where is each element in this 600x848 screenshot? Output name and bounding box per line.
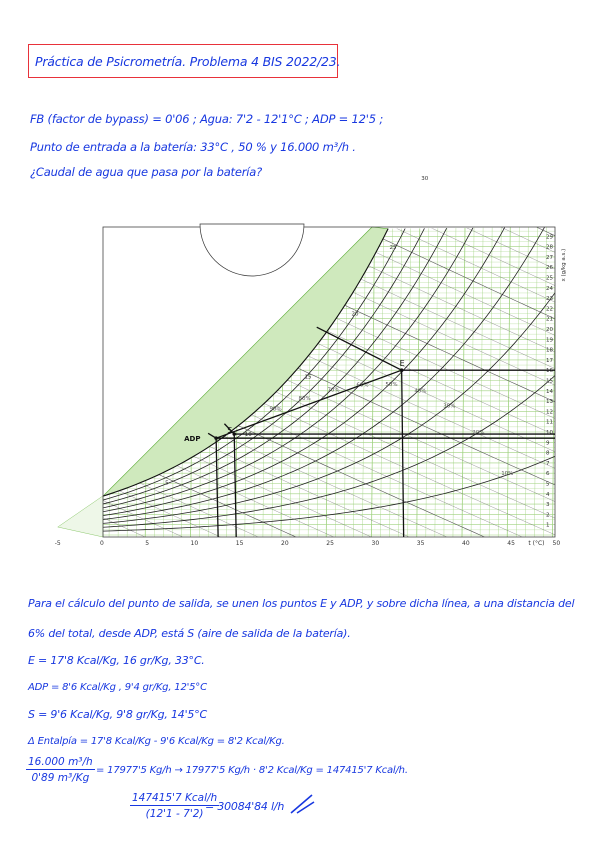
- relative-humidity-label: 80%: [298, 395, 311, 402]
- point-e-values: E = 17'8 Kcal/Kg, 16 gr/Kg, 33°C.: [28, 654, 205, 667]
- solution-paragraph-1: Para el cálculo del punto de salida, se unen los puntos E y ADP, y sobre dicha línea, a una distancia del: [28, 597, 575, 610]
- point-label-adp: ADP: [184, 435, 201, 444]
- relative-humidity-label: 60%: [356, 382, 369, 389]
- mass-flow-denominator: 0'89 m³/Kg: [31, 772, 90, 784]
- humidity-tick-label: 11: [546, 419, 553, 426]
- humidity-tick-label: 3: [546, 502, 550, 509]
- humidity-tick-label: 4: [546, 491, 550, 498]
- temperature-gridline: [462, 227, 465, 537]
- temperature-gridline: [181, 227, 184, 537]
- y-axis-label: x (g/kg a.s.): [561, 248, 567, 282]
- temperature-tick-label: 5: [145, 540, 150, 547]
- temperature-gridline: [127, 227, 130, 537]
- humidity-tick-label: 9: [546, 440, 550, 447]
- water-flow-result: = 30084'84 l/h: [205, 800, 285, 813]
- relative-humidity-label: 50%: [385, 382, 398, 389]
- enthalpy-line: [58, 0, 556, 236]
- relative-humidity-label: 70%: [327, 387, 340, 394]
- temperature-tick-label: 0: [100, 540, 104, 547]
- humidity-tick-label: 15: [546, 378, 553, 385]
- relative-humidity-curve: [103, 0, 556, 500]
- temperature-tick-label: -5: [54, 540, 61, 547]
- statement-line-1: FB (factor de bypass) = 0'06 ; Agua: 7'2 - 12'1°C ; ADP = 12'5 ;: [30, 112, 383, 126]
- temperature-gridline: [136, 227, 139, 537]
- enthalpy-tick-label: 20: [351, 311, 359, 318]
- enthalpy-tick-label: 10: [244, 431, 252, 438]
- enthalpy-line: [58, 47, 556, 286]
- mass-flow-result: = 17977'5 Kg/h → 17977'5 Kg/h · 8'2 Kcal/Kg = 147415'7 Kcal/h.: [96, 765, 408, 776]
- enthalpy-line: [58, 168, 556, 402]
- temperature-tick-label: 10: [190, 540, 199, 547]
- statement-question: ¿Caudal de agua que pasa por la batería?: [30, 165, 263, 179]
- humidity-tick-label: 19: [546, 337, 553, 344]
- temperature-construction-line: [402, 370, 404, 537]
- x-axis-label: t (°C): [528, 540, 545, 547]
- relative-humidity-curve: [103, 207, 556, 519]
- temperature-gridline: [489, 227, 492, 537]
- temperature-gridline: [534, 227, 537, 537]
- point-label-s: S: [227, 426, 233, 436]
- ice-region: [58, 496, 103, 537]
- humidity-tick-label: 26: [546, 265, 553, 272]
- humidity-tick-label: 7: [546, 460, 550, 467]
- temperature-tick-label: 50: [552, 540, 561, 547]
- chart-grid: [58, 0, 556, 545]
- temperature-construction-line: [216, 438, 218, 537]
- enthalpy-line: [58, 64, 556, 303]
- temperature-gridline: [525, 227, 528, 537]
- humidity-tick-label: 18: [546, 347, 553, 354]
- point-s-values: S = 9'6 Kcal/Kg, 9'8 gr/Kg, 14'5°C: [28, 708, 207, 721]
- check-mark-icon: [288, 792, 318, 816]
- statement-line-2: Punto de entrada a la batería: 33°C , 50 % y 16.000 m³/h .: [30, 140, 356, 154]
- temperature-gridline: [372, 227, 375, 537]
- temperature-gridline: [408, 227, 411, 537]
- humidity-tick-label: 28: [546, 244, 553, 251]
- water-flow-numerator: 147415'7 Kcal/h: [132, 792, 218, 804]
- relative-humidity-label: 10%: [501, 470, 514, 477]
- temperature-tick-label: 15: [235, 540, 244, 547]
- humidity-tick-label: 27: [546, 254, 553, 261]
- temperature-tick-label: 35: [416, 540, 425, 547]
- solution-paragraph-2: 6% del total, desde ADP, está S (aire de salida de la batería).: [28, 627, 351, 640]
- humidity-tick-label: 24: [546, 285, 553, 292]
- enthalpy-tick-label: 25: [389, 245, 397, 252]
- humidity-tick-label: 13: [546, 399, 553, 406]
- humidity-tick-label: 5: [546, 481, 550, 488]
- humidity-tick-label: 22: [546, 306, 553, 313]
- temperature-gridline: [100, 227, 103, 537]
- temperature-tick-label: 20: [281, 540, 289, 547]
- humidity-tick-label: 6: [546, 471, 550, 478]
- humidity-tick-label: 25: [546, 275, 553, 282]
- temperature-gridline: [290, 227, 293, 537]
- enthalpy-difference: Δ Entalpía = 17'8 Kcal/Kg - 9'6 Kcal/Kg = 8'2 Kcal/Kg.: [28, 736, 285, 747]
- temperature-gridline: [498, 227, 501, 537]
- temperature-gridline: [435, 227, 438, 537]
- enthalpy-line: [58, 0, 556, 219]
- protractor: [200, 224, 304, 276]
- temperature-gridline: [308, 227, 311, 537]
- enthalpy-tick-label: 30: [421, 175, 429, 182]
- enthalpy-line: [58, 29, 556, 272]
- humidity-tick-label: 14: [546, 388, 553, 395]
- humidity-tick-label: 12: [546, 409, 553, 416]
- temperature-tick-label: 45: [507, 540, 515, 547]
- temperature-tick-label: 40: [462, 540, 470, 547]
- mass-flow-numerator: 16.000 m³/h: [28, 756, 93, 768]
- temperature-gridline: [480, 227, 483, 537]
- temperature-gridline: [172, 227, 175, 537]
- point-label-e: E: [399, 359, 405, 369]
- relative-humidity-label: 40%: [414, 388, 427, 395]
- water-flow-denominator: (12'1 - 7'2): [145, 808, 204, 820]
- humidity-tick-label: 8: [546, 450, 550, 457]
- relative-humidity-label: 90%: [269, 406, 282, 413]
- temperature-gridline: [471, 227, 474, 537]
- relative-humidity-label: 20%: [472, 430, 485, 437]
- humidity-tick-label: 1: [546, 522, 550, 529]
- humidity-tick-label: 2: [546, 512, 550, 519]
- page-title: Práctica de Psicrometría. Problema 4 BIS 2022/23.: [35, 54, 341, 69]
- temperature-tick-label: 30: [371, 540, 380, 547]
- enthalpy-line: [58, 0, 556, 203]
- temperature-gridline: [200, 227, 203, 537]
- humidity-tick-label: 23: [546, 296, 553, 303]
- humidity-tick-label: 17: [546, 357, 553, 364]
- temperature-gridline: [507, 227, 510, 537]
- state-point-s: [232, 432, 236, 436]
- enthalpy-tick-label: 15: [304, 374, 312, 381]
- enthalpy-line: [58, 81, 556, 319]
- mass-flow-fraction: [26, 756, 95, 784]
- humidity-tick-label: 21: [546, 316, 553, 323]
- enthalpy-line: [58, 12, 556, 253]
- humidity-tick-label: 29: [546, 234, 553, 241]
- relative-humidity-label: 30%: [443, 403, 456, 410]
- humidity-tick-label: 20: [546, 327, 553, 333]
- humidity-tick-label: 10: [546, 430, 553, 436]
- temperature-tick-label: 25: [326, 540, 334, 547]
- enthalpy-tick-label: 5: [165, 480, 169, 487]
- humidity-tick-label: 16: [546, 368, 553, 375]
- point-adp-values: ADP = 8'6 Kcal/Kg , 9'4 gr/Kg, 12'5°C: [28, 682, 207, 693]
